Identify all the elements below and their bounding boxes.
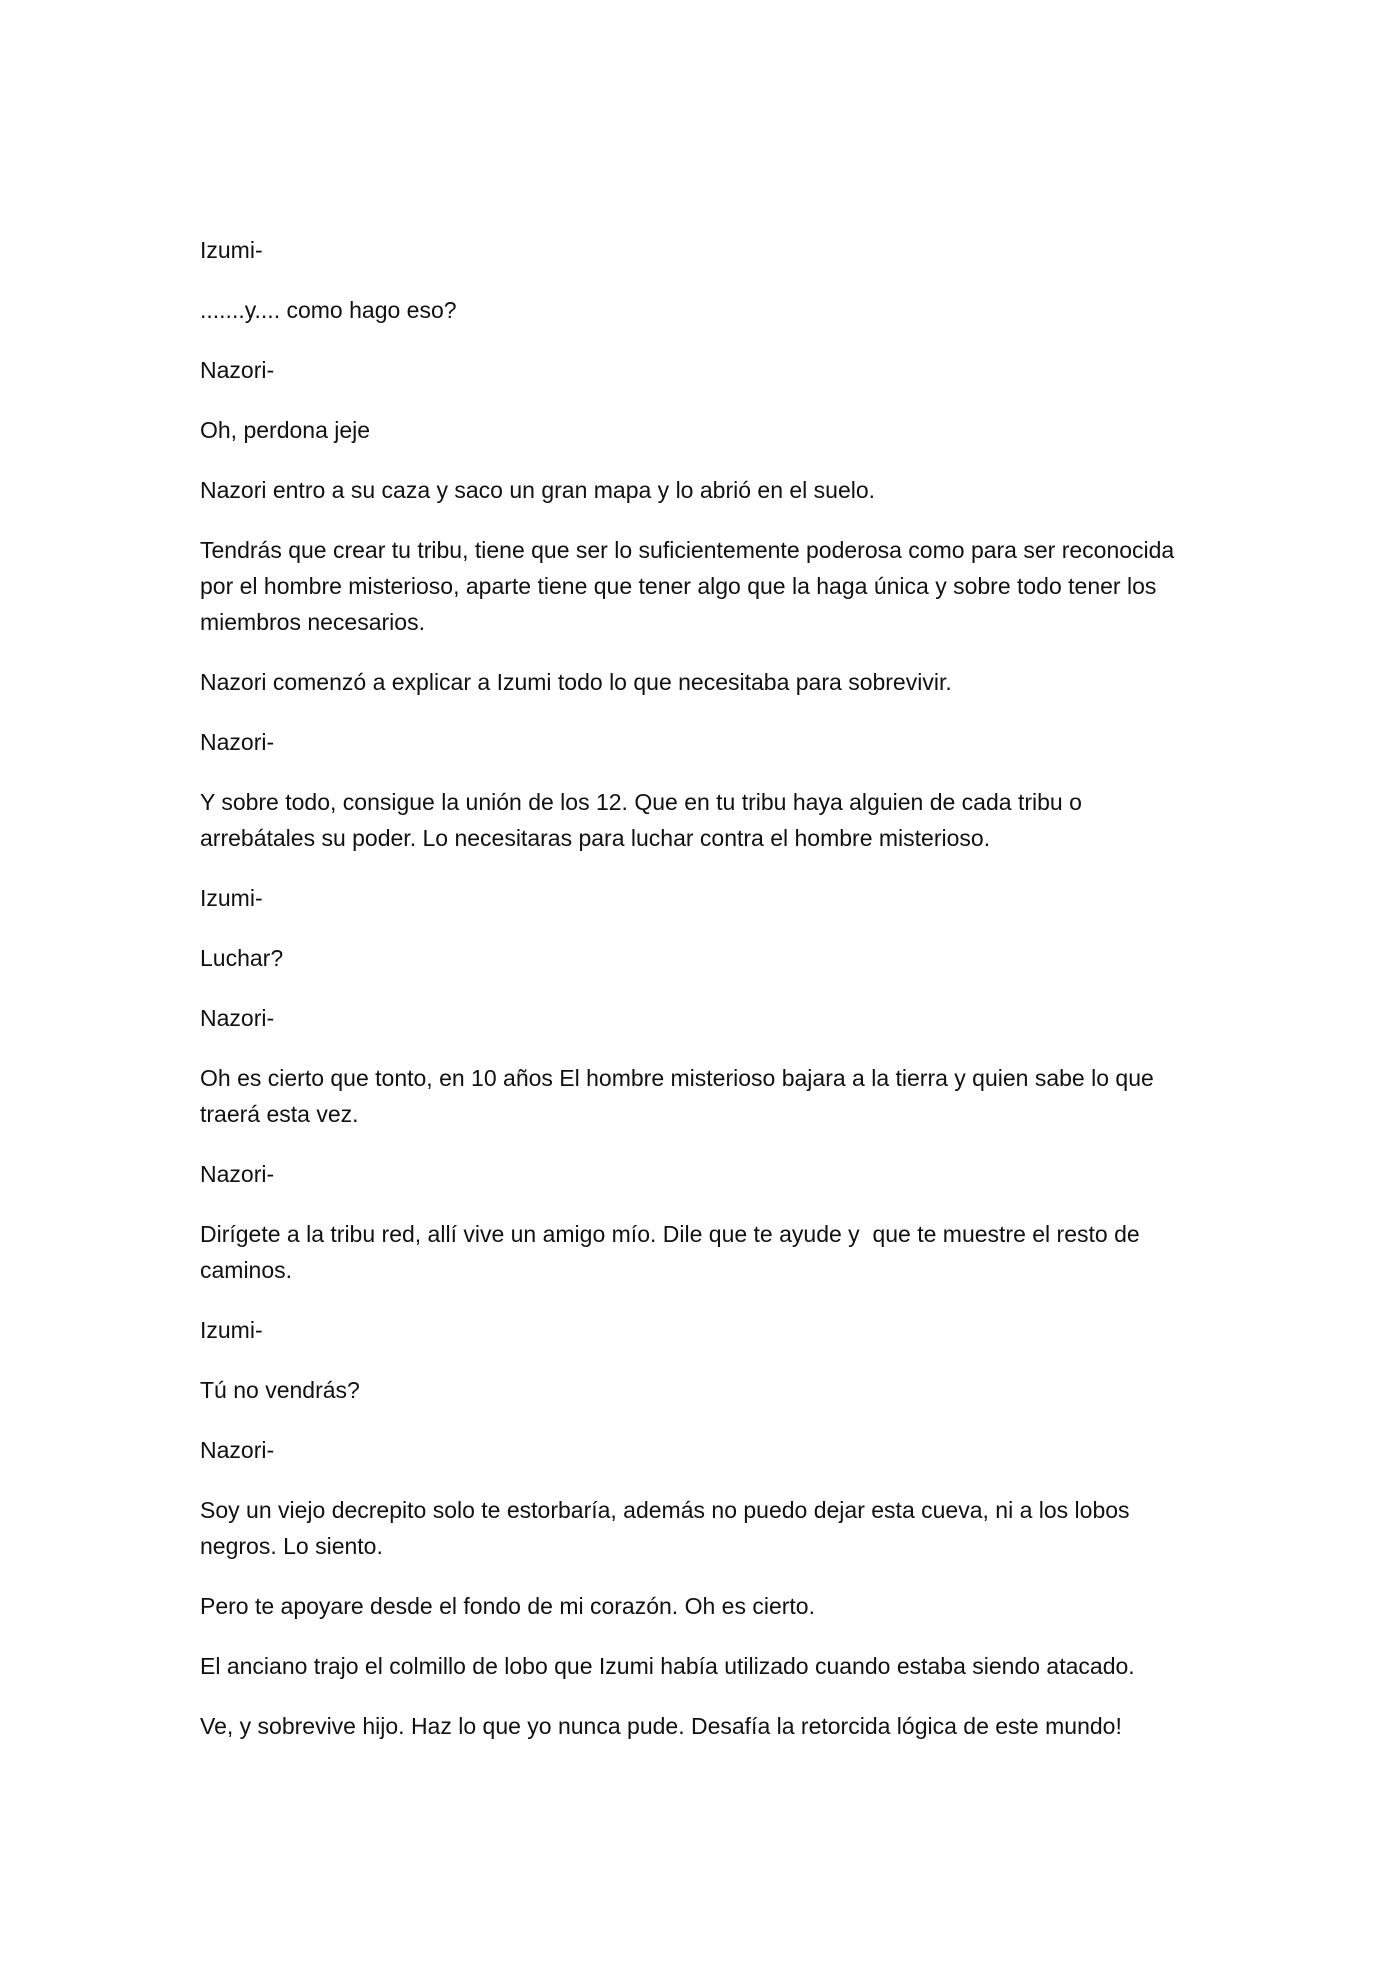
dialogue-paragraph: Ve, y sobrevive hijo. Haz lo que yo nunca pude. Desafía la retorcida lógica de este mundo! (200, 1713, 1122, 1739)
dialogue-paragraph: Oh, perdona jeje (200, 417, 371, 443)
dialogue-paragraph: Oh es cierto que tonto, en 10 años El hombre misterioso bajara a la tierra y quien sabe lo que traerá esta vez. (200, 1065, 1161, 1127)
speaker-line: Nazori- (200, 1005, 275, 1031)
dialogue-paragraph: .......y.... como hago eso? (200, 297, 457, 323)
dialogue-paragraph: Tendrás que crear tu tribu, tiene que ser lo suficientemente poderosa como para ser reconocida por el hombre misterioso, aparte tiene que tener algo que la haga única y sobre todo tener los miembros necesarios. (200, 537, 1181, 635)
speaker-line: Nazori- (200, 357, 275, 383)
dialogue-paragraph: Pero te apoyare desde el fondo de mi corazón. Oh es cierto. (200, 1593, 815, 1619)
narration-paragraph: Nazori comenzó a explicar a Izumi todo lo que necesitaba para sobrevivir. (200, 669, 952, 695)
dialogue-paragraph: Y sobre todo, consigue la unión de los 12. Que en tu tribu haya alguien de cada tribu o arrebátales su poder. Lo necesitaras para luchar contra el hombre misterioso. (200, 789, 1089, 851)
speaker-line: Izumi- (200, 1317, 263, 1343)
narration-paragraph: Nazori entro a su caza y saco un gran mapa y lo abrió en el suelo. (200, 477, 876, 503)
dialogue-paragraph: Luchar? (200, 945, 284, 971)
speaker-line: Nazori- (200, 1437, 275, 1463)
speaker-line: Nazori- (200, 729, 275, 755)
document-body (200, 232, 1200, 1768)
speaker-line: Izumi- (200, 237, 263, 263)
dialogue-paragraph: Tú no vendrás? (200, 1377, 360, 1403)
narration-paragraph: El anciano trajo el colmillo de lobo que Izumi había utilizado cuando estaba siendo atacado. (200, 1653, 1135, 1679)
dialogue-paragraph: Soy un viejo decrepito solo te estorbaría, además no puedo dejar esta cueva, ni a los lobos negros. Lo siento. (200, 1497, 1136, 1559)
speaker-line: Izumi- (200, 885, 263, 911)
dialogue-paragraph: Dirígete a la tribu red, allí vive un amigo mío. Dile que te ayude y que te muestre el resto de caminos. (200, 1221, 1147, 1283)
speaker-line: Nazori- (200, 1161, 275, 1187)
